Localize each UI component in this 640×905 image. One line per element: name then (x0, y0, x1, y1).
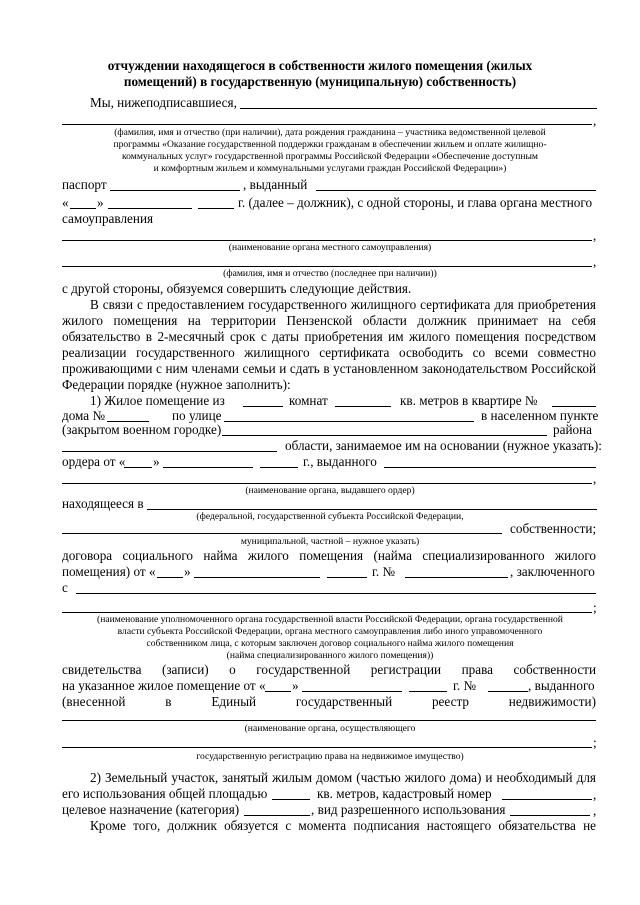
certificate-line2-d: , выданного (528, 678, 595, 693)
note-name: (фамилия, имя и отчество (последнее при наличии)) (223, 268, 437, 279)
note-registrar-1: (наименование органа, осуществляющего (244, 723, 416, 734)
order-year-field[interactable] (260, 467, 298, 468)
certificate-line-3: (внесенной в Единый государственный реестр недвижимости) (62, 694, 596, 709)
item2-line3-a: целевое назначение (категория) (62, 802, 240, 817)
note-citizen-3: коммунальных услуг» государственной программы Российской Федерации «Обеспечение доступным (122, 151, 538, 162)
certificate-line2-c: г. № (453, 678, 477, 693)
item1-row1-b: комнат (289, 393, 328, 408)
comma: , (593, 113, 597, 128)
area-field[interactable] (335, 406, 391, 407)
permitted-use-field[interactable] (510, 815, 590, 816)
date-quote-open: « (62, 195, 69, 210)
note-authority-3: собственником лица, с которым заключен договор социального найма жилого помещения (146, 638, 514, 649)
ownership-type-field[interactable] (147, 509, 597, 510)
order-issuer-field-line-2[interactable] (62, 483, 592, 484)
item2-line3-b: , вид разрешенного использования (311, 802, 506, 817)
order-month-field[interactable] (163, 467, 253, 468)
note-authority-1: (наименование уполномоченного органа государственной власти Российской Федерации, органа государственной (97, 614, 563, 625)
note-authority-4: (найма специализированного жилого помещения)) (226, 650, 434, 661)
note-authority-2: власти субъекта Российской Федерации, органа местного самоуправления либо иного управомоченного (117, 626, 543, 637)
certificate-day-field[interactable] (265, 691, 291, 692)
item1-row5-a: ордера от « (62, 454, 126, 469)
item1-row2-a: дома № (62, 408, 106, 423)
item2-line2-b: кв. метров, кадастровый номер (317, 786, 492, 801)
item1-row2-c: в населенном пункте (481, 408, 599, 423)
contract-line2-c: г. № (372, 564, 396, 579)
contract-day-field[interactable] (157, 577, 183, 578)
head-name-field[interactable] (62, 266, 592, 267)
note-citizen-4: и комфортным жильем и коммунальными услугами граждан Российской Федерации») (153, 163, 507, 174)
rooms-field[interactable] (243, 406, 283, 407)
certificate-line-1: свидетельства (записи) о государственной регистрации права собственности (62, 662, 596, 677)
final-line: Кроме того, должник обязуется с момента подписания настоящего обязательства не (90, 818, 596, 833)
order-day-field[interactable] (124, 467, 152, 468)
note-order-org: (наименование органа, выдавшего ордер) (245, 485, 415, 496)
contract-party-field-line-2[interactable] (62, 612, 592, 613)
land-category-field[interactable] (244, 815, 310, 816)
cadastral-number-field[interactable] (502, 799, 592, 800)
item2-line2-a: его использования общей площадью (62, 786, 268, 801)
title-line-1: отчуждении находящегося в собственности жилого помещения (жилых (107, 58, 533, 73)
passport-issued-label: , выданный (243, 177, 308, 192)
passport-label: паспорт (62, 177, 107, 192)
item1-row5-b: » (153, 454, 160, 469)
title-line-2: помещений) в государственную (муниципальную) собственность) (123, 74, 517, 89)
item1-row4-a: области, занимаемое им на основании (нужное указать): (285, 438, 602, 453)
settlement-field[interactable] (222, 435, 547, 436)
para1-line-4: реализации государственного жилищного сертификата освободить со всеми совместно (62, 345, 596, 360)
contract-month-field[interactable] (194, 577, 320, 578)
item1-row2-b: по улице (172, 408, 222, 423)
contract-line2-b: » (184, 564, 191, 579)
para1-line-5: проживающими с ним членами семьи и сдать в установленном законодательством Российской (62, 361, 596, 376)
date-month-field[interactable] (108, 208, 192, 209)
passport-issuer-field[interactable] (316, 190, 596, 191)
signatory-field[interactable] (240, 108, 597, 109)
note-ownership: (федеральной, государственной субъекта Российской Федерации, (196, 511, 464, 522)
comma-6: , (593, 803, 597, 818)
note-registrar-2: государственную регистрацию права на недвижимое имущество) (196, 751, 464, 762)
comma-3: , (593, 254, 597, 269)
contract-party-field[interactable] (76, 593, 596, 594)
para1-line-2: жилого помещения на территории Пензенской области должник принимает на себя (62, 313, 596, 328)
semicolon-2: ; (593, 735, 597, 750)
date-year-field[interactable] (198, 208, 234, 209)
contract-line-1: договора социального найма жилого помещения (найма специализированного жилого (62, 548, 596, 563)
item2-line-1: 2) Земельный участок, занятый жилым домом (частью жилого дома) и необходимый для (90, 770, 596, 785)
intro-text: Мы, нижеподписавшиеся, (90, 95, 237, 110)
item1-row3-a: (закрытом военном городке) (62, 422, 222, 437)
registrar-field[interactable] (62, 720, 596, 721)
apartment-number-field[interactable] (552, 406, 596, 407)
self-government-text: самоуправления (62, 211, 154, 226)
located-in-label: находящееся в (62, 496, 144, 511)
ownership-type-field-line-2[interactable] (62, 533, 502, 534)
comma-2: , (593, 228, 597, 243)
debtor-text: г. (далее – должник), с одной стороны, и глава органа местного (238, 195, 593, 210)
passport-number-field[interactable] (110, 190, 240, 191)
registrar-field-line-2[interactable] (62, 747, 592, 748)
street-field[interactable] (224, 421, 474, 422)
order-issuer-field[interactable] (384, 467, 596, 468)
certificate-year-field[interactable] (409, 691, 447, 692)
contract-line3: с (62, 580, 68, 595)
para1-line-3: обязательство в 2-месячный срок с даты приобретения им жилого помещения посредством (62, 329, 596, 344)
contract-year-field[interactable] (327, 577, 367, 578)
note-citizen-2: программы «Оказание государственной поддержки гражданам в обеспечении жильем и оплате жилищно- (113, 139, 547, 150)
ownership-word: собственности; (510, 521, 597, 536)
org-name-field[interactable] (62, 240, 592, 241)
para1-line-6: Федерации порядке (нужное заполнить): (62, 377, 291, 392)
contract-line2-d: , заключенного (510, 564, 595, 579)
certificate-line2-a: на указанное жилое помещение от « (62, 678, 266, 693)
comma-4: , (593, 471, 597, 486)
region-field[interactable] (62, 451, 277, 452)
land-area-field[interactable] (272, 799, 310, 800)
note-org: (наименование органа местного самоуправления) (228, 242, 432, 253)
date-quote-close: » (97, 195, 104, 210)
certificate-line2-b: » (292, 678, 299, 693)
note-municipal: муниципальной, частной – нужное указать) (240, 536, 420, 547)
certificate-number-field[interactable] (488, 691, 528, 692)
date-day-field[interactable] (70, 208, 96, 209)
contract-number-field[interactable] (405, 577, 508, 578)
certificate-month-field[interactable] (302, 691, 402, 692)
note-citizen-1: (фамилия, имя и отчество (при наличии), дата рождения гражданина – участника ведомственной целевой (114, 127, 546, 138)
item1-row3-c: района (553, 422, 593, 437)
item1-row1-a: 1) Жилое помещение из (90, 393, 225, 408)
other-side-text: с другой стороны, обязуемся совершить следующие действия. (62, 281, 412, 296)
contract-line2-a: помещения) от « (62, 564, 156, 579)
semicolon: ; (593, 600, 597, 615)
item1-row1-c: кв. метров в квартире № (400, 393, 538, 408)
item1-row5-c: г., выданного (303, 454, 377, 469)
comma-5: , (593, 787, 597, 802)
signatory-field-line-2[interactable] (62, 124, 592, 125)
para1-line-1: В связи с предоставлением государственного жилищного сертификата для приобретения (90, 297, 596, 312)
